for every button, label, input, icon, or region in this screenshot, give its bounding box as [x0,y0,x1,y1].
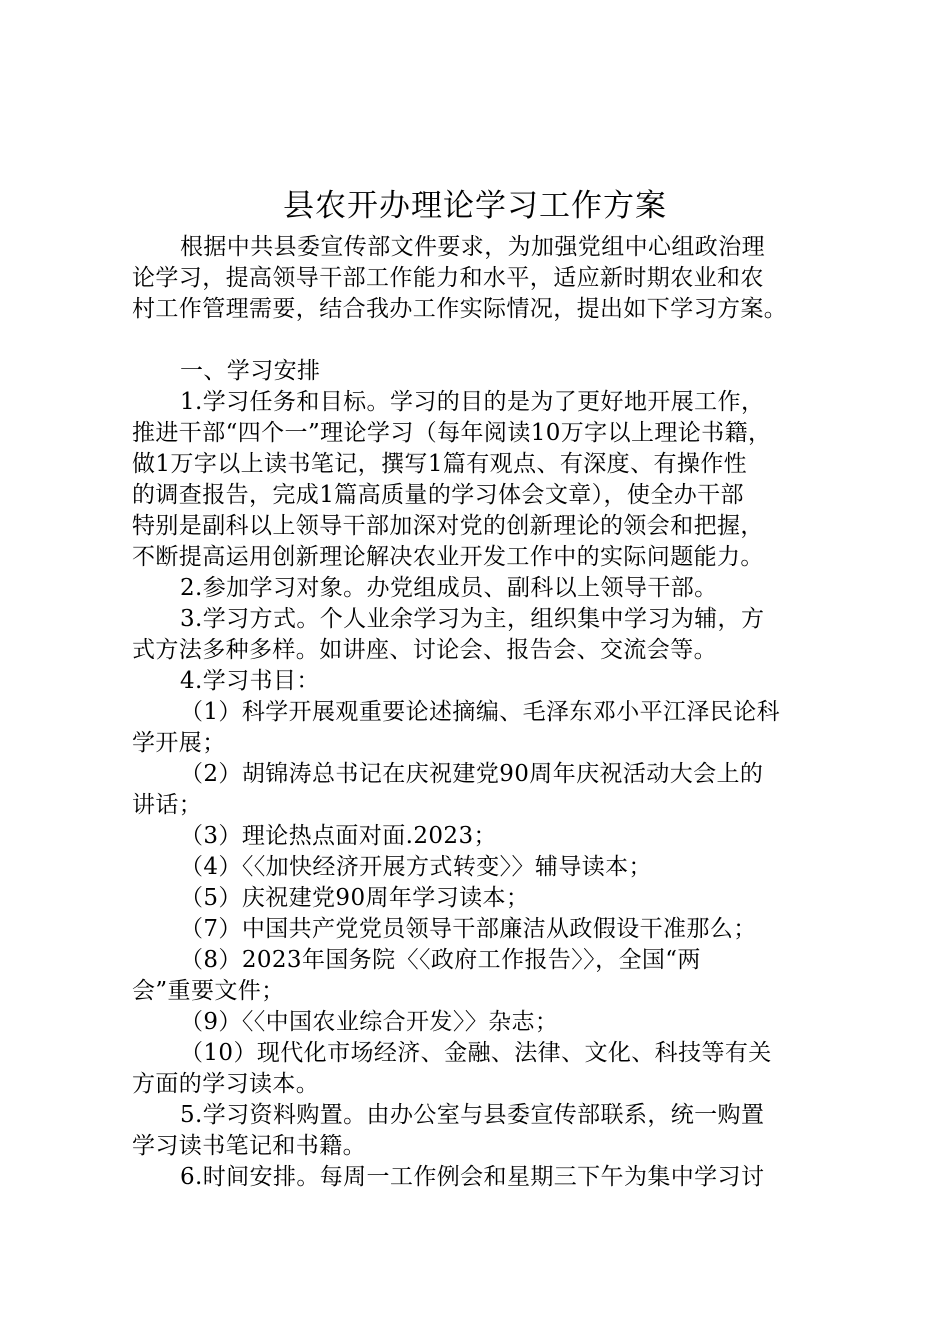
list-item: （10）现代化市场经济、金融、法律、文化、科技等有关 [180,1040,772,1066]
body-line: 村工作管理需要，结合我办工作实际情况，提出如下学习方案。 [132,296,788,322]
list-item: 学开展； [132,730,226,756]
list-item: （8）2023年国务院〈〈政府工作报告〉〉，全国“两 [180,947,701,973]
body-line: 不断提高运用创新理论解决农业开发工作中的实际问题能力。 [132,544,764,570]
body-line: 3.学习方式。个人业余学习为主，组织集中学习为辅，方 [180,606,765,632]
body-line: 1.学习任务和目标。学习的目的是为了更好地开展工作， [180,389,765,415]
list-item: 会”重要文件； [132,978,285,1004]
body-line: 2.参加学习对象。办党组成员、副科以上领导干部。 [180,575,718,601]
body-line: 论学习，提高领导干部工作能力和水平，适应新时期农业和农 [132,265,764,291]
body-line: 6.时间安排。每周一工作例会和星期三下午为集中学习讨 [180,1164,765,1190]
body-line: 根据中共县委宣传部文件要求，为加强党组中心组政治理 [180,234,765,260]
body-line: 特别是副科以上领导干部加深对党的创新理论的领会和把握， [132,513,764,539]
list-item: （9）〈〈中国农业综合开发〉〉杂志； [180,1009,559,1035]
list-item: （2）胡锦涛总书记在庆祝建党90周年庆祝活动大会上的 [180,761,764,787]
body-line: 做1万字以上读书笔记，撰写1篇有观点、有深度、有操作性 [132,451,748,477]
list-item: （5）庆祝建党90周年学习读本； [180,885,530,911]
list-item: 讲话； [132,792,203,818]
list-item: （7）中国共产党党员领导干部廉洁从政假设干准那么； [180,916,757,942]
body-line: 5.学习资料购置。由办公室与县委宣传部联系，统一购置 [180,1102,765,1128]
list-item: （4）〈〈加快经济开展方式转变〉〉辅导读本； [180,854,652,880]
body-line: 的调查报告，完成1篇高质量的学习体会文章），使全办干部 [132,482,744,508]
body-line: 推进干部“四个一”理论学习（每年阅读10万字以上理论书籍， [132,420,772,446]
body-line: 4.学习书目： [180,668,320,694]
list-item: （1）科学开展观重要论述摘编、毛泽东邓小平江泽民论科 [180,699,781,725]
section-heading: 一、学习安排 [180,358,321,384]
list-item: （3）理论热点面对面.2023； [180,823,497,849]
document-title: 县农开办理论学习工作方案 [283,188,667,224]
body-line: 学习读书笔记和书籍。 [132,1133,366,1159]
body-line: 式方法多种多样。如讲座、讨论会、报告会、交流会等。 [132,637,717,663]
list-item: 方面的学习读本。 [132,1071,320,1097]
